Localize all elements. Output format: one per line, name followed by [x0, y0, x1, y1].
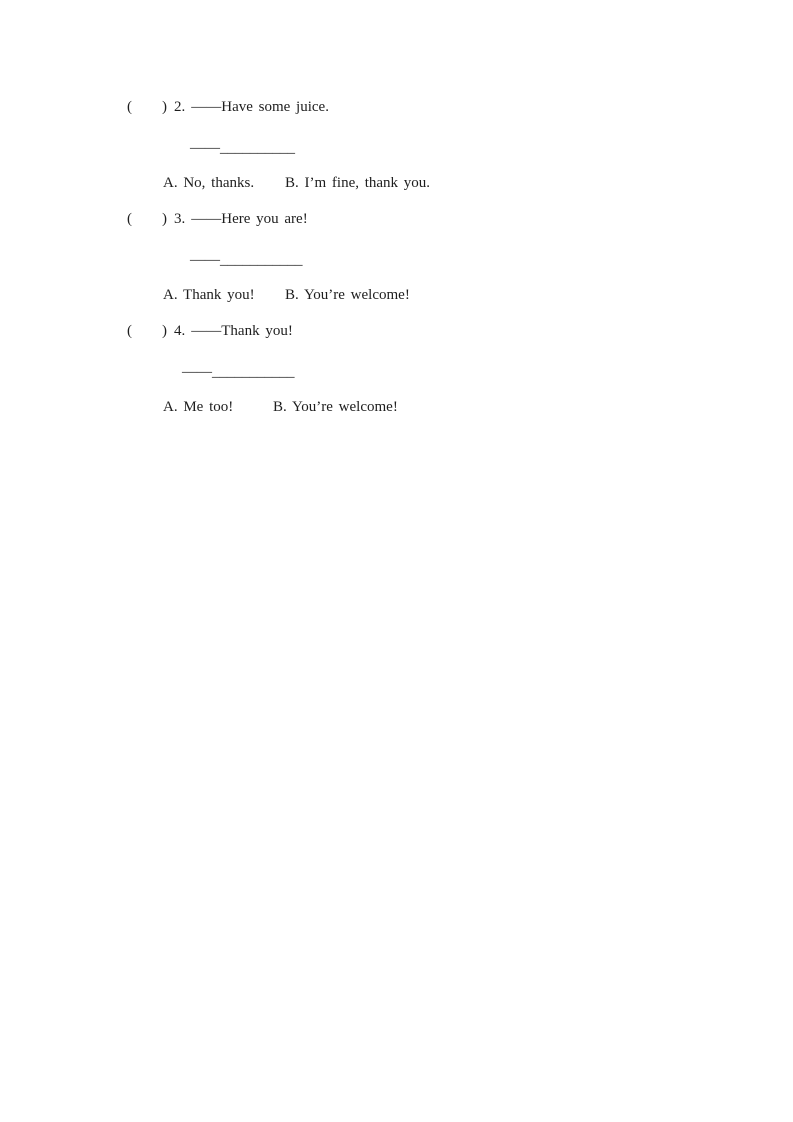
question-prompt: ——Have some juice.: [191, 99, 329, 115]
option-b: B. I’m fine, thank you.: [285, 175, 431, 191]
reply-blank: ——___________: [182, 364, 295, 380]
reply-blank: ——___________: [190, 252, 303, 268]
answer-paren-close: ): [162, 211, 167, 227]
reply-blank-line: [190, 253, 647, 268]
question-number: 2.: [174, 99, 186, 115]
question-prompt: ——Here you are!: [191, 211, 308, 227]
question-prompt-line: [127, 324, 647, 339]
question-prompt: ——Thank you!: [191, 323, 293, 339]
question-4: [127, 324, 647, 415]
answer-paren-close: ): [162, 99, 167, 115]
question-prompt-line: [127, 212, 647, 227]
question-3: [127, 212, 647, 303]
reply-blank: ——__________: [190, 140, 295, 156]
question-number: 4.: [174, 323, 186, 339]
question-prompt-line: [127, 100, 647, 115]
question-2: [127, 100, 647, 191]
option-a: A. No, thanks.: [163, 175, 255, 191]
reply-blank-line: [182, 365, 647, 380]
options-line: [163, 400, 647, 415]
answer-paren-open: (: [127, 323, 132, 339]
answer-paren-close: ): [162, 323, 167, 339]
worksheet-page: [127, 100, 647, 436]
options-line: [163, 176, 647, 191]
question-number: 3.: [174, 211, 186, 227]
answer-paren-open: (: [127, 211, 132, 227]
reply-blank-line: [190, 141, 647, 156]
option-a: A. Me too!: [163, 399, 234, 415]
options-line: [163, 288, 647, 303]
option-a: A. Thank you!: [163, 287, 255, 303]
answer-paren-open: (: [127, 99, 132, 115]
option-b: B. You’re welcome!: [285, 287, 410, 303]
option-b: B. You’re welcome!: [273, 399, 398, 415]
